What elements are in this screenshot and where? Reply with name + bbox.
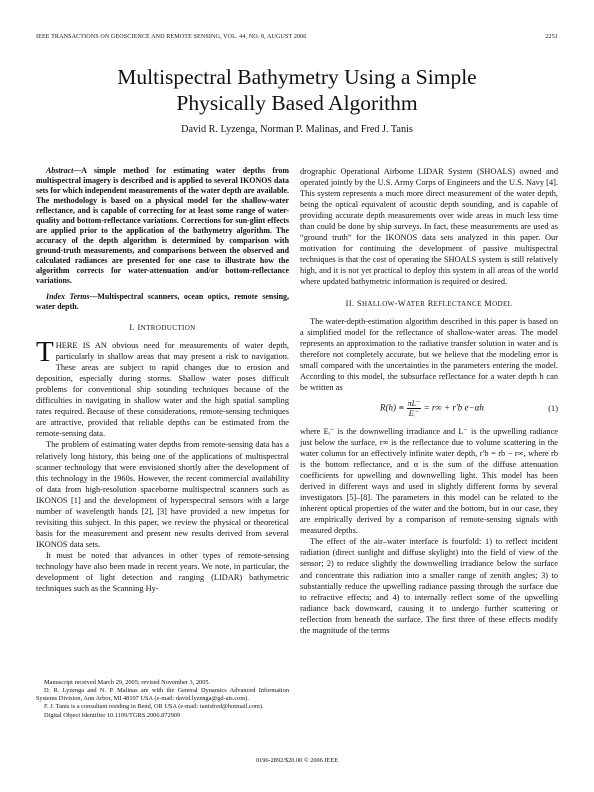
equation-fraction [407,399,422,418]
paper-title [36,64,558,116]
left-column [36,166,289,594]
fraction-denominator: Eᵢ⁻ [408,408,420,418]
equation-body [380,399,484,418]
equation-number: (1) [548,403,558,413]
footnote-received: Manuscript received March 29, 2005; revised November 3, 2005. [44,679,211,686]
intro-paragraph-2: The problem of estimating water depths from remote-sensing data has a relatively long history, this being one of the applications of multispectral scanner technology that were envisioned shortly after the development of this technology in the 1960s. However, the recent commercial availability of data from high-resolution spaceborne multispectral scanners such as IKONOS [1] and the development of hyperspectral sensors with a large number of wavelength bands [2], [3] have provided a new impetus for revisiting this subject. In this paper, we review the physical or theoretical basis for the measurement and present new results derived from several IKONOS data sets. [36,440,289,549]
section-heading-model: II. SHALLOW-WATER REFLECTANCE MODEL [345,298,513,308]
page-number: 2251 [545,34,558,40]
section-heading-introduction: I. INTRODUCTION [129,323,196,332]
abstract-lead: Abstract [46,166,74,175]
fraction-numerator: πL⁻ [407,398,421,408]
footnote-affiliation-2: F. J. Tanis is a consultant residing in Bend, OR USA (e-mail: tanisfred@hotmail.com). [44,703,264,711]
running-head [36,34,558,44]
equation-rhs: = r∞ + r′b e−αh [423,402,484,413]
footnote-affiliation-1: D. R. Lyzenga and N. P. Malinas are with the General Dynamics Advanced Information Systems Division, Ann Arbor, MI 48197 USA (e-mail: david.lyzenga@gd-ais.com). [36,687,289,703]
journal-header: IEEE TRANSACTIONS ON GEOSCIENCE AND REMOTE SENSING, VOL. 44, NO. 8, AUGUST 2006 [36,34,307,40]
intro-paragraph-3: It must be noted that advances in other types of remote-sensing technology have also been made in recent years. We note, in particular, the development of light detection and ranging (LIDAR) bathymetric techniques such as the Scanning Hy- [36,550,289,594]
index-terms-text: —Multispectral scanners, ocean optics, remote sensing, water depth. [36,292,289,311]
title-line-1: Multispectral Bathymetry Using a Simple [117,65,477,89]
abstract [36,166,289,286]
copyright-line: 0196-2892/$20.00 © 2006 IEEE [255,757,339,764]
footnote-doi: Digital Object Identifier 10.1109/TGRS.2006.872909 [44,711,181,719]
author-list: David R. Lyzenga, Norman P. Malinas, and Fred J. Tanis [181,124,413,135]
title-line-2: Physically Based Algorithm [176,91,418,115]
equation-1 [300,396,558,422]
intro-continued-paragraph: drographic Operational Airborne LIDAR System (SHOALS) owned and operated jointly by the U.S. Army Corps of Engineers and the U.S. Navy [4]. This system represents a much more direct measurement of the water depth, being the optical equivalent of acoustic depth sounding, and is capable of providing accurate depth measurements over wide areas in much less time than could be done by ship surveys. In fact, these measurements are used as “ground truth” for the IKONOS data sets analyzed in this paper. Our motivation for continuing the development of passive multispectral techniques is that the cost of operating the SHOALS system is still relatively high, and it is not yet practical to deploy this system in all areas of the world where updated bathymetric information is required or desired. [300,167,558,287]
index-terms-lead: Index Terms [46,292,90,301]
right-column [300,166,558,636]
model-paragraph-1: The water-depth-estimation algorithm described in this paper is based on a simplified model for the reflectance of shallow-water areas. The model represents an approximation to the radiative transfer solution in water and is therefore not completely accurate, but we believe that the modeling error is small compared with the uncertainties in the parameters entering the model. According to this model, the subsurface reflectance for a water depth h can be written as [300,316,558,392]
model-paragraph-2: where Eᵢ⁻ is the downwelling irradiance and L⁻ is the upwelling radiance just below the surface, r∞ is the reflectance due to volume scattering in the water column for an effectively infinite water depth, r′b = rb − r∞, where rb is the bottom reflectance, and α is the sum of the diffuse attenuation coefficients for upwelling and downwelling light. This model has been derived in different ways and used in slightly different forms by several investigators [5]–[8]. The parameters in this model can be related to the inherent optical properties of the water and the bottom, but in our case, they are empirically derived by a comparison of remote-sensing signals with measured depths. [300,426,558,536]
index-terms [36,292,289,312]
abstract-text: —A simple method for estimating water depths from multispectral imagery is described and is applied to several IKONOS data sets for which independent measurements of the water depth are available. The methodology is based on a physical model for the shallow-water reflectance, and is capable of correcting for at least some range of water-quality and bottom-reflectance variations. Corrections for sun-glint effects are applied prior to the application of the bathymetry algorithm. The accuracy of the depth algorithm is determined by comparison with ground-truth measurements, and comparisons between the observed and calculated radiances are presented for one case to illustrate how the algorithm corrects for water-attenuation and/or bottom-reflectance variations. [36,166,289,285]
intro-paragraph-1: THERE IS AN obvious need for measurements of water depth, particularly in shallow areas that may present a risk to navigation. These areas are subject to rapid changes due to erosion and deposition, especially during storms. Shallow water poses difficult problems for conventional ship sounding techniques because of the difficulties in navigating in shallow water and the high spatial sampling rates required. Because of these considerations, remote-sensing techniques are attractive, provided that reliable depths can be estimated from the remote-sensing data. [36,336,289,439]
equation-lhs: R(h) ≡ [380,402,405,413]
model-paragraph-3: The effect of the air–water interface is fourfold: 1) to reflect incident radiation (direct sunlight and diffuse skylight) into the field of view of the sensor; 2) to reduce slightly the downwelling irradiance below the surface and concentrate this radiation into a smaller range of zenith angles; 3) to substantially reduce the upwelling radiance passing through the surface due to refractive effects; and 4) to internally reflect some of the upwelling radiance back downward, causing it to undergo further scattering or reflection from beneath the surface. The first three of these effects modify the magnitude of the terms [300,537,558,635]
footnotes [36,679,289,720]
drop-cap: T [36,336,54,369]
